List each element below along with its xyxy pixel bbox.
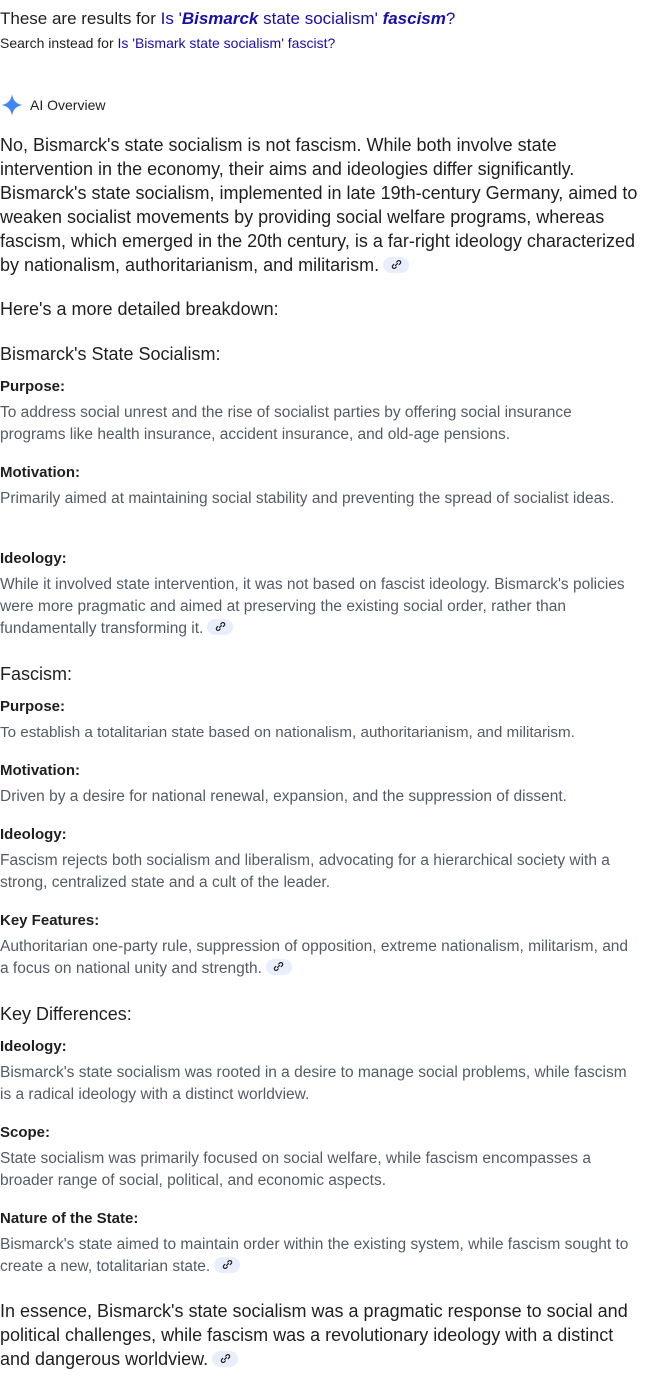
- item-term: Scope:: [0, 1124, 51, 1141]
- item-description: To address social unrest and the rise of socialist parties by offering social insurance programs like health insurance, accident insurance, and old-age pensions.: [0, 404, 572, 443]
- search-instead: Search instead for Is 'Bismark state socialism' fascist?: [0, 35, 336, 51]
- item-description: While it involved state intervention, it was not based on fascist ideology. Bismarck's policies were more pragmatic and aimed at preserving the existing social order, rather than fundamentally transforming it.: [0, 576, 625, 637]
- item-description: Primarily aimed at maintaining social stability and preventing the spread of socialist ideas.: [0, 490, 615, 507]
- gemini-sparkle-icon: [0, 93, 24, 117]
- ai-overview-intro: No, Bismarck's state socialism is not fascism. While both involve state intervention in the economy, their aims and ideologies differ significantly. Bismarck's state socialism, implemented in late 19th-century Germany, aimed to weaken socialist movements by providing social welfare programs, whereas fascism, which emerged in the 20th century, is a far-right ideology characterized by nationalism, authoritarianism, and militarism.: [0, 135, 638, 275]
- item-description: Bismarck's state aimed to maintain order within the existing system, while fascism sought to create a new, totalitarian state.: [0, 1236, 629, 1275]
- item-term: Ideology:: [0, 550, 67, 567]
- breakdown-intro: Here's a more detailed breakdown:: [0, 299, 279, 319]
- section-heading: Key Differences:: [0, 1004, 132, 1024]
- item-term: Purpose:: [0, 378, 66, 395]
- source-link-chip[interactable]: [214, 1257, 240, 1273]
- source-link-chip[interactable]: [212, 1351, 238, 1367]
- corrected-query-link[interactable]: Is 'Bismarck state socialism' fascism?: [160, 9, 456, 28]
- link-icon: [215, 621, 226, 632]
- source-link-chip[interactable]: [266, 959, 292, 975]
- item-term: Nature of the State:: [0, 1210, 139, 1227]
- item-description: To establish a totalitarian state based on nationalism, authoritarianism, and militarism.: [0, 724, 575, 741]
- item-term: Ideology:: [0, 826, 67, 843]
- item-term: Purpose:: [0, 698, 66, 715]
- ai-overview-label: AI Overview: [30, 97, 106, 113]
- item-term: Motivation:: [0, 762, 80, 779]
- link-icon: [220, 1353, 231, 1364]
- search-instead-link[interactable]: Is 'Bismark state socialism' fascist?: [117, 35, 336, 51]
- item-description: Fascism rejects both socialism and liberalism, advocating for a hierarchical society with a strong, centralized state and a cult of the leader.: [0, 852, 610, 891]
- link-icon: [222, 1259, 233, 1270]
- ai-overview-header: [0, 94, 105, 116]
- item-description: State socialism was primarily focused on social welfare, while fascism encompasses a broader range of social, political, and economic aspects.: [0, 1150, 591, 1189]
- source-link-chip[interactable]: [383, 257, 409, 273]
- source-link-chip[interactable]: [207, 619, 233, 635]
- item-description: Bismarck's state socialism was rooted in a desire to manage social problems, while fascism is a radical ideology with a distinct worldview.: [0, 1064, 627, 1103]
- section-heading: Bismarck's State Socialism:: [0, 344, 221, 364]
- item-term: Ideology:: [0, 1038, 67, 1055]
- item-term: Key Features:: [0, 912, 100, 929]
- item-description: Authoritarian one-party rule, suppression of opposition, extreme nationalism, militarism, and a focus on national unity and strength.: [0, 938, 629, 977]
- link-icon: [391, 259, 402, 270]
- item-term: Motivation:: [0, 464, 80, 481]
- ai-overview-conclusion: In essence, Bismarck's state socialism was a pragmatic response to social and political challenges, while fascism was a revolutionary ideology with a distinct and dangerous worldview.: [0, 1301, 628, 1369]
- link-icon: [273, 961, 284, 972]
- section-heading: Fascism:: [0, 664, 72, 684]
- item-description: Driven by a desire for national renewal, expansion, and the suppression of dissent.: [0, 788, 567, 805]
- spelling-correction: These are results for Is 'Bismarck state socialism' fascism?: [0, 9, 456, 28]
